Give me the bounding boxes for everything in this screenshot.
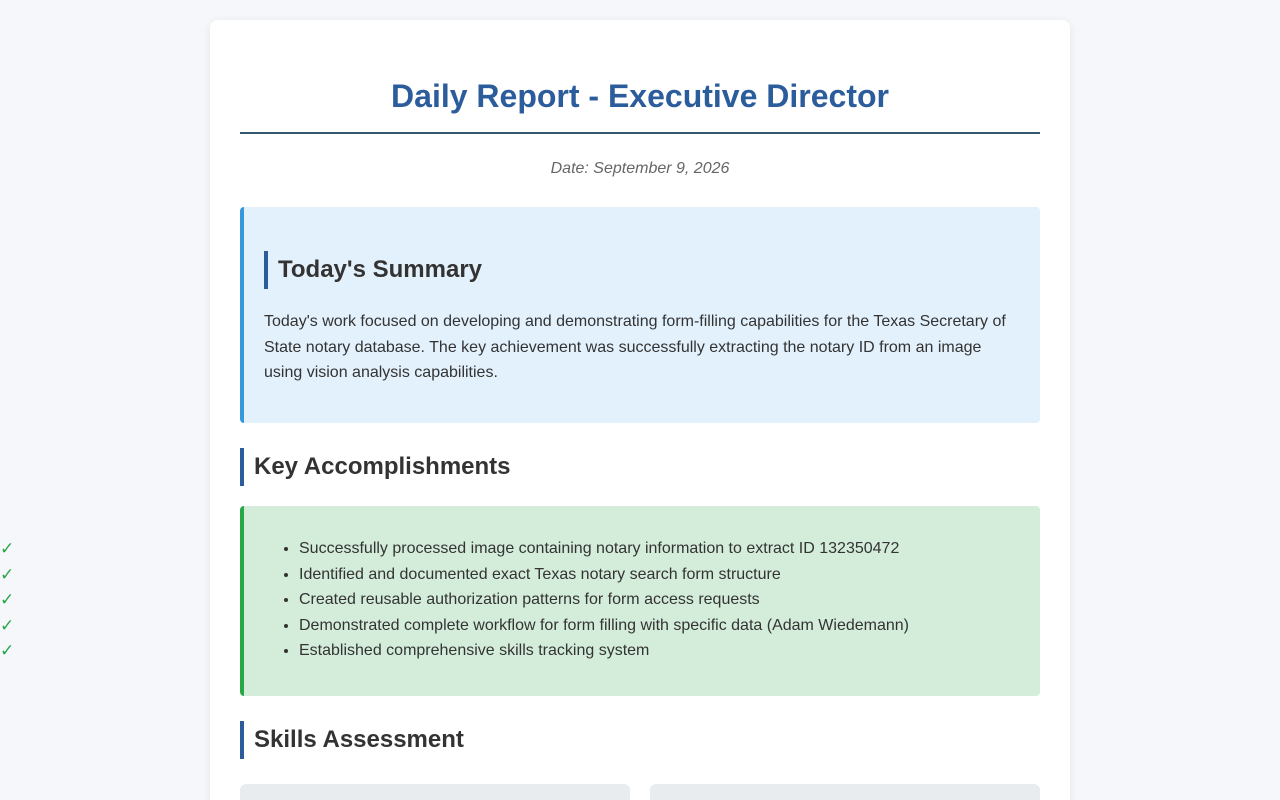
checkmark-icon: ✓ bbox=[0, 615, 15, 635]
report-card bbox=[210, 20, 1070, 800]
report-title: Daily Report - Executive Director bbox=[391, 78, 889, 114]
skill-card bbox=[650, 784, 1040, 800]
list-item: • Demonstrated complete workflow for form filling with specific data (Adam Wiedemann) bbox=[299, 613, 909, 639]
checkmark-column bbox=[0, 536, 14, 664]
checkmark-icon: ✓ bbox=[0, 539, 15, 558]
checkmark-icon: ✓ bbox=[0, 641, 15, 661]
checkmark-icon: ✓ bbox=[0, 564, 15, 584]
summary-section bbox=[240, 207, 1040, 423]
summary-heading: Today's Summary bbox=[264, 251, 482, 289]
report-date: Date: September 9, 2026 bbox=[550, 160, 730, 177]
title-divider bbox=[240, 132, 1040, 134]
skill-card bbox=[240, 784, 630, 800]
accomplishments-heading: Key Accomplishments bbox=[240, 448, 511, 486]
accomplishments-list bbox=[264, 536, 909, 664]
accomplishments-section bbox=[240, 506, 1040, 696]
list-item: • Created reusable authorization patterns for form access requests bbox=[299, 587, 909, 613]
list-item: • Established comprehensive skills tracking system bbox=[299, 638, 909, 664]
list-item: • Successfully processed image containing notary information to extract ID 132350472 bbox=[299, 536, 909, 562]
summary-text: Today's work focused on developing and demonstrating form-filling capabilities for the Texas Secretary of State notary database. The key achievement was successfully extracting the notary ID from an image using vision analysis capabilities. bbox=[264, 313, 1006, 382]
checkmark-icon: ✓ bbox=[0, 590, 15, 610]
list-item: • Identified and documented exact Texas notary search form structure bbox=[299, 562, 909, 588]
skills-heading: Skills Assessment bbox=[240, 721, 464, 759]
